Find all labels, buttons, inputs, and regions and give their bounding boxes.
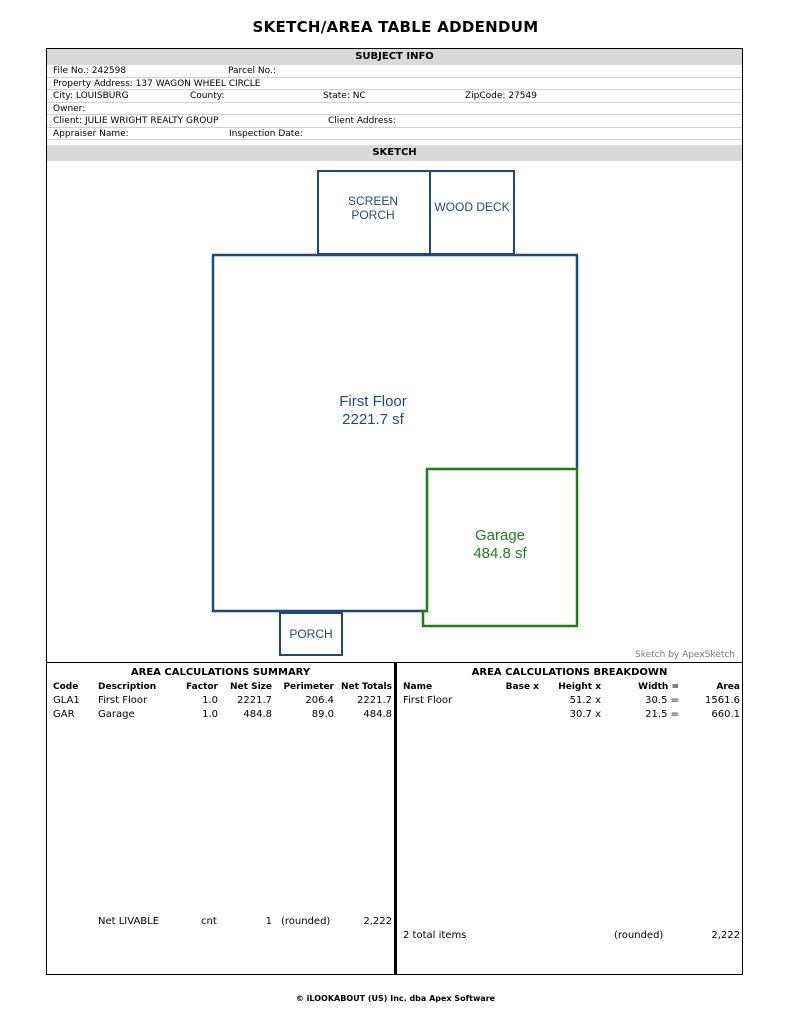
col-description: Description: [98, 682, 157, 692]
col-net-totals: Net Totals: [340, 682, 392, 692]
porch-label: PORCH: [289, 627, 333, 641]
sketch-header: SKETCH: [47, 145, 742, 161]
client: Client: JULIE WRIGHT REALTY GROUP: [53, 116, 219, 126]
appraiser-name: Appraiser Name:: [53, 128, 129, 139]
net-livable-cnt: 1: [265, 916, 272, 927]
table-row: Garage: [98, 709, 135, 720]
area-summary-header: AREA CALCULATIONS SUMMARY: [130, 667, 311, 678]
net-livable-label: Net LIVABLE: [98, 916, 160, 927]
breakdown-total: 2,222: [711, 930, 740, 941]
col-area: Area: [716, 682, 740, 692]
area-breakdown-header: AREA CALCULATIONS BREAKDOWN: [471, 667, 668, 678]
client-address: Client Address:: [328, 116, 396, 126]
property-address: Property Address: 137 WAGON WHEEL CIRCLE: [53, 78, 261, 89]
table-row: 206.4: [305, 695, 334, 706]
table-row: 1.0: [202, 709, 218, 720]
table-row: 30.5 =: [645, 695, 679, 706]
parcel-no: Parcel No.:: [228, 66, 276, 76]
county: County:: [190, 91, 225, 101]
table-row: 1.0: [202, 695, 218, 706]
table-row: GLA1: [53, 695, 80, 706]
subject-row-file: [47, 65, 742, 78]
table-row: 2221.7: [237, 695, 272, 706]
garage-label: Garage 484.8 sf: [473, 527, 527, 562]
col-height: Height x: [558, 682, 601, 692]
subject-row-client: [47, 115, 742, 128]
table-row: 51.2 x: [569, 695, 601, 706]
table-row: 484.8: [363, 709, 392, 720]
subject-row-city: [47, 90, 742, 103]
owner: Owner:: [53, 103, 86, 114]
col-base: Base x: [505, 682, 539, 692]
table-row: 21.5 =: [645, 709, 679, 720]
wood-deck-label: WOOD DECK: [434, 200, 510, 214]
screen-porch-label: SCREEN PORCH: [347, 194, 398, 222]
table-row: GAR: [53, 709, 75, 720]
total-items: 2 total items: [403, 930, 467, 941]
col-code: Code: [53, 682, 79, 692]
table-row: 660.1: [711, 709, 740, 720]
table-row: First Floor: [403, 695, 453, 706]
table-row: 89.0: [311, 709, 334, 720]
subject-info-header: SUBJECT INFO: [47, 49, 742, 65]
col-name: Name: [403, 682, 433, 692]
table-row: 30.7 x: [569, 709, 601, 720]
col-net-size: Net Size: [230, 682, 272, 692]
table-row: 484.8: [243, 709, 272, 720]
addendum-frame: [46, 48, 743, 975]
net-livable-rounded: (rounded): [281, 916, 331, 927]
file-no: File No.: 242598: [53, 66, 127, 76]
state: State: NC: [323, 91, 366, 101]
footer-copyright: © iLOOKABOUT (US) Inc. dba Apex Software: [295, 994, 496, 1003]
subject-row-appraiser: [47, 128, 742, 141]
sketch-area: [47, 161, 742, 663]
page-title: SKETCH/AREA TABLE ADDENDUM: [252, 18, 539, 36]
area-summary-panel: [47, 663, 397, 975]
table-row: First Floor: [98, 695, 148, 706]
subject-row-address: [47, 78, 742, 91]
breakdown-rounded: (rounded): [614, 930, 664, 941]
zipcode: ZipCode: 27549: [465, 91, 537, 101]
net-livable-cnt-label: cnt: [201, 916, 217, 927]
col-perimeter: Perimeter: [283, 682, 334, 692]
first-floor-label: First Floor 2221.7 sf: [339, 393, 407, 428]
subject-row-owner: [47, 103, 742, 116]
inspection-date: Inspection Date:: [229, 128, 303, 139]
net-livable-total: 2,222: [363, 916, 392, 927]
sketch-credit: Sketch by ApexSketch: [635, 650, 735, 660]
col-factor: Factor: [186, 682, 218, 692]
table-row: 2221.7: [357, 695, 392, 706]
col-width: Width =: [638, 682, 679, 692]
city: City: LOUISBURG: [53, 91, 129, 101]
table-row: 1561.6: [705, 695, 740, 706]
area-breakdown-panel: [397, 663, 742, 975]
